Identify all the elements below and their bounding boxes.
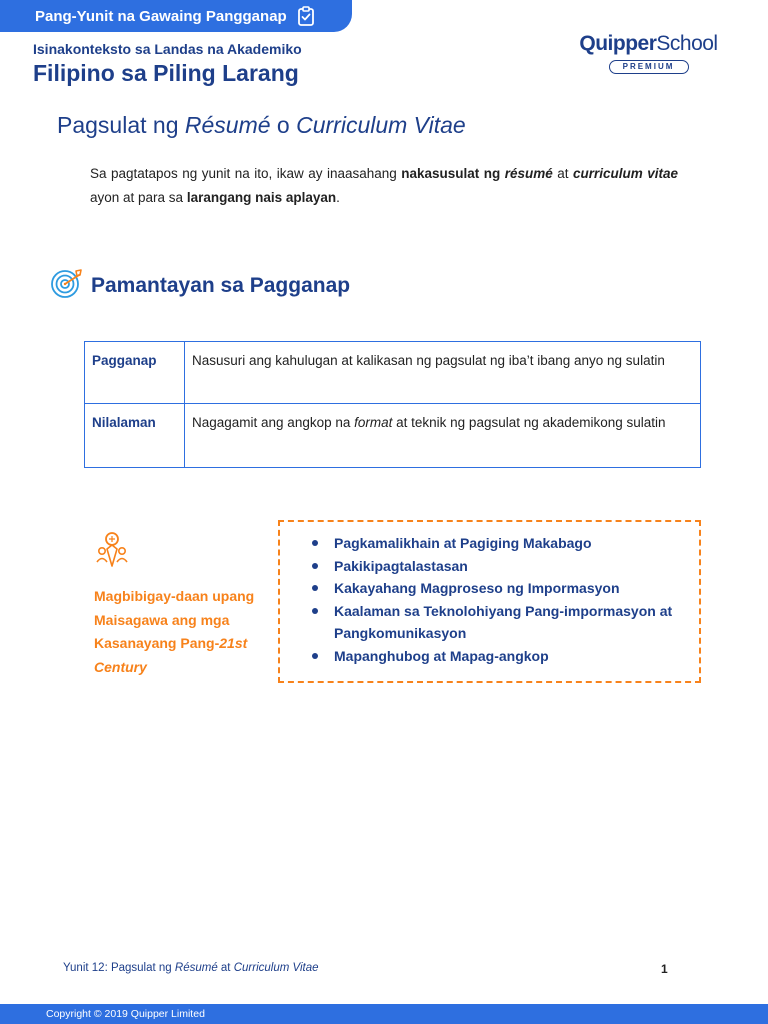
list-item: Mapanghubog at Mapag-angkop [310, 645, 699, 668]
premium-badge: PREMIUM [609, 60, 689, 74]
footer-unit-label [63, 962, 319, 974]
objective-bold-italic-1: résumé [504, 166, 553, 181]
list-item: Kaalaman sa Teknolohiyang Pang-impormasyon at Pangkomunikasyon [310, 600, 699, 645]
standard-text-after: at teknik ng pagsulat ng akademikong sulatin [392, 415, 666, 430]
footer-unit-prefix: Yunit 12: Pagsulat ng [63, 962, 175, 974]
standard-text-em: format [354, 415, 393, 430]
standards-heading-text: Pamantayan sa Pagganap [91, 273, 351, 297]
clipboard-check-icon [297, 6, 315, 26]
list-item: Pakikipagtalastasan [310, 555, 699, 578]
objective-text-4: . [336, 190, 340, 205]
people-icon [94, 567, 128, 584]
standard-label: Pagganap [85, 342, 185, 404]
standard-label: Nilalaman [85, 404, 185, 468]
quipper-school-logo [576, 32, 721, 74]
lesson-title-cv: Curriculum Vitae [296, 112, 466, 138]
lesson-title-resume: Résumé [184, 112, 271, 138]
logo-wordmark [576, 32, 721, 56]
standard-description: Nasusuri ang kahulugan at kalikasan ng pagsulat ng iba’t ibang anyo ng sulatin [185, 342, 701, 404]
subject-title: Filipino sa Piling Larang [33, 60, 299, 86]
target-icon [50, 266, 91, 305]
standard-description [185, 404, 701, 468]
table-row [85, 342, 701, 404]
objective-text-1: Sa pagtatapos ng yunit na ito, ikaw ay inaasahang [90, 166, 402, 181]
lesson-title [57, 112, 466, 139]
skills-label-main: Magbibigay-daan upang Maisagawa ang mga Kasanayang Pang- [94, 588, 255, 651]
table-row [85, 404, 701, 468]
standard-text-before: Nagagamit ang angkop na [192, 415, 355, 430]
objective-text-2: at [552, 166, 573, 181]
standards-table [84, 341, 701, 468]
skills-label [94, 585, 274, 679]
lesson-title-prefix: Pagsulat ng [57, 112, 185, 138]
footer-unit-resume: Résumé [174, 962, 218, 974]
logo-brand-light: School [656, 32, 718, 55]
logo-brand-bold: Quipper [579, 32, 657, 55]
lesson-title-mid: o [270, 112, 297, 138]
list-item: Kakayahang Magproseso ng Impormasyon [310, 577, 699, 600]
standards-heading [50, 266, 350, 305]
learning-objective [90, 162, 678, 210]
skills-intro [94, 530, 274, 679]
page-number: 1 [661, 962, 668, 976]
footer-unit-mid: at [217, 962, 234, 974]
list-item: Pagkamalikhain at Pagiging Makabago [310, 532, 699, 555]
context-label: Isinakonteksto sa Landas na Akademiko [33, 41, 302, 57]
objective-bold-2: larangang nais aplayan [186, 190, 337, 205]
footer-unit-cv: Curriculum Vitae [233, 962, 319, 974]
copyright-text: Copyright © 2019 Quipper Limited [46, 1008, 205, 1020]
skills-label-em: 21st Century [94, 635, 248, 675]
objective-bold-1: nakasusulat ng [401, 166, 505, 181]
copyright-bar [0, 1004, 768, 1024]
skills-list [280, 522, 699, 667]
objective-text-3: ayon at para sa [90, 190, 187, 205]
skills-box [278, 520, 701, 683]
header-tab-label: Pang-Yunit na Gawaing Pangganap [35, 7, 287, 25]
objective-bold-italic-2: curriculum vitae [572, 166, 678, 181]
header-tab [0, 0, 352, 32]
